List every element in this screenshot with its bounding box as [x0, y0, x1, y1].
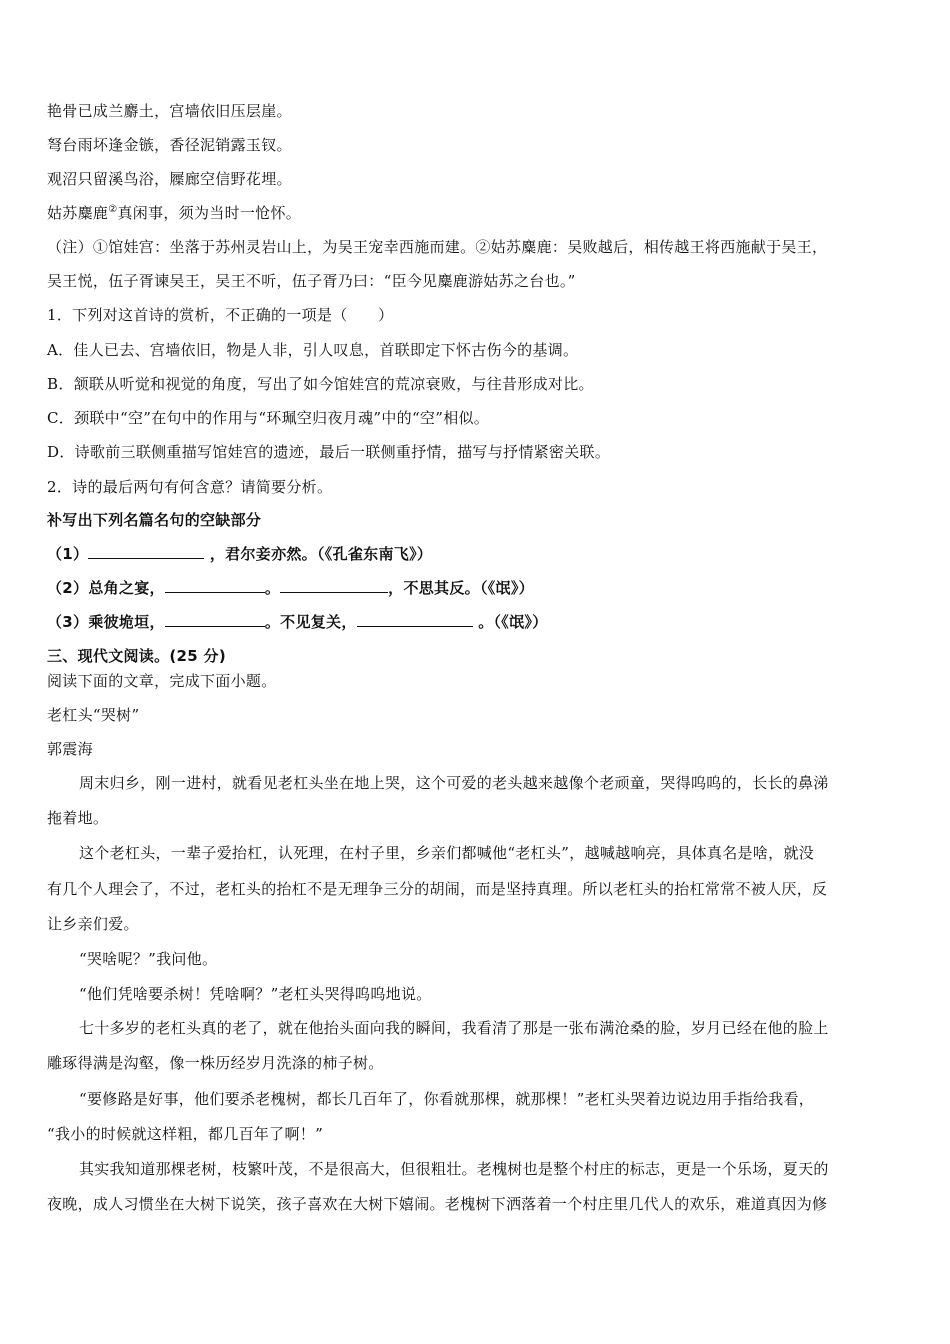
poem-line-2: 弩台雨坏逢金镞，香径泥销露玉钗。 [47, 136, 292, 154]
section-3-heading: 三、现代文阅读。(25 分) [47, 647, 227, 665]
footnote-marker: ② [108, 204, 118, 215]
fill-item-3-label: （3）乘彼垝垣， [47, 613, 165, 631]
note-line-2: 吴王悦，伍子胥谏吴王，吴王不听，伍子胥乃曰：“臣今见麋鹿游姑苏之台也。” [47, 272, 576, 290]
poem-line-4-start: 姑苏麋鹿 [47, 204, 109, 222]
fill-item-1-text: ，君尔妾亦然。（《孔雀东南飞》） [209, 545, 433, 563]
article-p1-line-2: 拖着地。 [47, 809, 109, 827]
article-p6-line-1: “要修路是好事，他们要杀老槐树，都长几百年了，你看就那棵，就那棵！”老杠头哭着边说边用手指给我看， [79, 1090, 815, 1108]
poem-line-3: 观沼只留溪鸟浴，屧廊空信野花埋。 [47, 170, 292, 188]
question-2: 2．诗的最后两句有何含意？请简要分析。 [47, 478, 333, 496]
question-1: 1．下列对这首诗的赏析，不正确的一项是（ ） [47, 306, 394, 324]
fill-item-3 [47, 612, 548, 632]
fill-item-2-mid: 。 [264, 579, 281, 597]
answer-blank[interactable] [165, 612, 265, 627]
article-p7-line-2: 夜晚，成人习惯坐在大树下说笑，孩子喜欢在大树下嬉闹。老槐树下洒落着一个村庄里几代人的欢乐，难道真因为修 [47, 1195, 828, 1213]
option-b: B．颔联从听觉和视觉的角度，写出了如今馆娃宫的荒凉衰败，与往昔形成对比。 [47, 375, 594, 393]
article-p5-line-2: 雕琢得满是沟壑，像一株历经岁月洗涤的柿子树。 [47, 1054, 384, 1072]
option-a: A．佳人已去、宫墙依旧，物是人非，引人叹息，首联即定下怀古伤今的基调。 [47, 341, 579, 359]
article-p2-line-3: 让乡亲们爱。 [47, 915, 139, 933]
answer-blank[interactable] [280, 578, 388, 593]
answer-blank[interactable] [357, 612, 473, 627]
article-p7-line-1: 其实我知道那棵老树，枝繁叶茂，不是很高大，但很粗壮。老槐树也是整个村庄的标志，更是一个乐场，夏天的 [79, 1160, 829, 1178]
article-title: 老杠头“哭树” [47, 706, 140, 724]
fill-item-1 [47, 544, 432, 564]
fill-item-1-label: （1） [47, 545, 89, 563]
fill-heading: 补写出下列名篇名句的空缺部分 [47, 511, 262, 529]
note-line-1: （注）①馆娃宫：坐落于苏州灵岩山上，为吴王宠幸西施而建。②姑苏麋鹿：吴败越后，相传越王将西施献于吴王， [47, 238, 828, 256]
article-p6-line-2: “我小的时候就这样粗，都几百年了啊！” [47, 1125, 324, 1143]
answer-blank[interactable] [165, 578, 265, 593]
article-p2-line-1: 这个老杠头，一辈子爱抬杠，认死理，在村子里，乡亲们都喊他“老杠头”，越喊越响亮，具体真名是啥，就没 [79, 844, 815, 862]
poem-line-4 [47, 203, 301, 223]
section-3-instruction: 阅读下面的文章，完成下面小题。 [47, 672, 277, 690]
article-p1-line-1: 周末归乡，刚一进村，就看见老杠头坐在地上哭，这个可爱的老头越来越像个老顽童，哭得呜呜的，长长的鼻涕 [79, 774, 829, 792]
fill-item-2-label: （2）总角之宴， [47, 579, 165, 597]
article-p3: “哭啥呢？”我问他。 [79, 950, 218, 968]
article-p4: “他们凭啥要杀树！凭啥啊？”老杠头哭得呜呜地说。 [79, 985, 432, 1003]
fill-item-2-text: ，不思其反。（《氓》） [388, 579, 534, 597]
article-p5-line-1: 七十多岁的老杠头真的老了，就在他抬头面向我的瞬间，我看清了那是一张布满沧桑的脸，岁月已经在他的脸上 [79, 1019, 829, 1037]
option-c: C．颈联中“空”在句中的作用与“环珮空归夜月魂”中的“空”相似。 [47, 409, 490, 427]
poem-line-4-end: 真闲事，须为当时一怆怀。 [117, 204, 302, 222]
fill-item-3-text: 。（《氓》） [478, 613, 548, 631]
article-author: 郭震海 [47, 740, 93, 758]
answer-blank[interactable] [88, 544, 204, 559]
option-d: D．诗歌前三联侧重描写馆娃宫的遗迹，最后一联侧重抒情，描写与抒情紧密关联。 [47, 443, 611, 461]
fill-item-2 [47, 578, 534, 598]
article-p2-line-2: 有几个人理会了，不过，老杠头的抬杠不是无理争三分的胡闹，而是坚持真理。所以老杠头的抬杠常常不被人厌，反 [47, 880, 828, 898]
poem-line-1: 艳骨已成兰麝土，宫墙依旧压层崖。 [47, 102, 292, 120]
fill-item-3-mid: 。不见复关， [264, 613, 357, 631]
